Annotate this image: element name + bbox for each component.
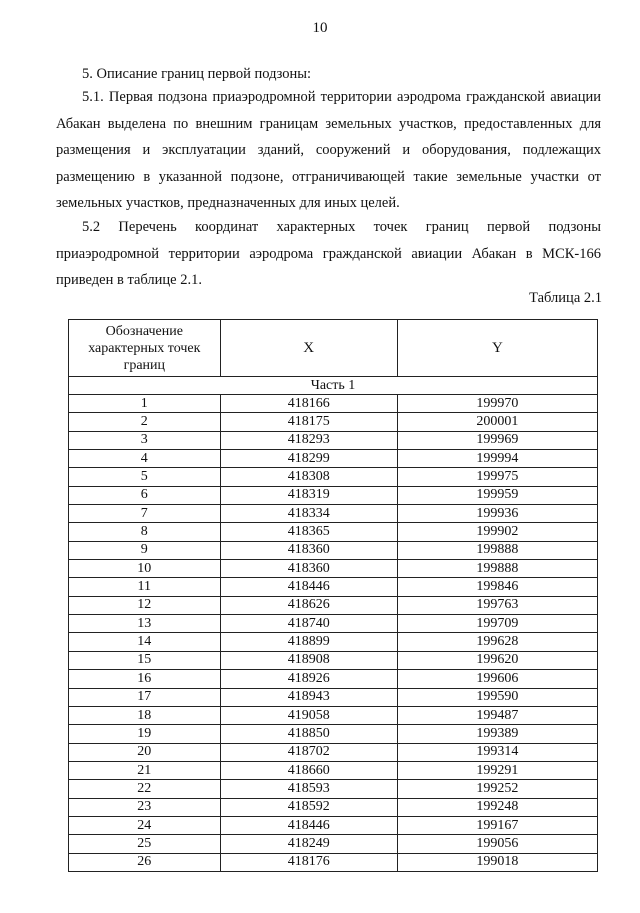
cell-point-id: 7 xyxy=(69,505,221,523)
cell-y: 199620 xyxy=(397,651,597,669)
cell-x: 418334 xyxy=(220,505,397,523)
table-row xyxy=(69,450,598,468)
cell-y: 199969 xyxy=(397,431,597,449)
cell-point-id: 14 xyxy=(69,633,221,651)
cell-x: 418908 xyxy=(220,651,397,669)
cell-x: 418592 xyxy=(220,798,397,816)
paragraph-5-2: 5.2 Перечень координат характерных точек границ первой подзоны приаэродромной территории аэродрома гражданской авиации Абакан в МСК-166 приведен в таблице 2.1. xyxy=(56,219,601,288)
cell-point-id: 15 xyxy=(69,651,221,669)
table-row xyxy=(69,780,598,798)
cell-point-id: 18 xyxy=(69,706,221,724)
cell-y: 199606 xyxy=(397,670,597,688)
cell-point-id: 25 xyxy=(69,835,221,853)
cell-point-id: 20 xyxy=(69,743,221,761)
table-row xyxy=(69,468,598,486)
cell-point-id: 19 xyxy=(69,725,221,743)
table-row xyxy=(69,670,598,688)
cell-y: 200001 xyxy=(397,413,597,431)
cell-y: 199487 xyxy=(397,706,597,724)
cell-x: 418850 xyxy=(220,725,397,743)
table-row xyxy=(69,578,598,596)
cell-y: 199709 xyxy=(397,615,597,633)
cell-point-id: 24 xyxy=(69,816,221,834)
table-row xyxy=(69,541,598,559)
cell-x: 418593 xyxy=(220,780,397,798)
table-body xyxy=(69,377,598,872)
cell-y: 199959 xyxy=(397,486,597,504)
paragraph-5-1: 5.1. Первая подзона приаэродромной территории аэродрома гражданской авиации Абакан выделена по внешним границам земельных участков, предоставленных для размещения и эксплуатации зданий, сооружений и оборудования, подлежащих размещению в указанной подзоне, отграничивающей такие земельные участки от земельных участков, предназначенных для иных целей. xyxy=(56,89,601,211)
cell-point-id: 22 xyxy=(69,780,221,798)
cell-point-id: 2 xyxy=(69,413,221,431)
cell-y: 199389 xyxy=(397,725,597,743)
cell-point-id: 5 xyxy=(69,468,221,486)
cell-point-id: 1 xyxy=(69,395,221,413)
table-row xyxy=(69,615,598,633)
cell-point-id: 3 xyxy=(69,431,221,449)
cell-y: 199590 xyxy=(397,688,597,706)
cell-point-id: 23 xyxy=(69,798,221,816)
table-row xyxy=(69,523,598,541)
cell-y: 199314 xyxy=(397,743,597,761)
cell-point-id: 13 xyxy=(69,615,221,633)
table-row xyxy=(69,743,598,761)
cell-point-id: 9 xyxy=(69,541,221,559)
table-row xyxy=(69,651,598,669)
header-y: Y xyxy=(397,320,597,377)
cell-x: 418365 xyxy=(220,523,397,541)
cell-x: 418943 xyxy=(220,688,397,706)
cell-y: 199018 xyxy=(397,853,597,871)
cell-y: 199970 xyxy=(397,395,597,413)
cell-x: 418166 xyxy=(220,395,397,413)
section-label: Часть 1 xyxy=(69,377,598,395)
cell-point-id: 8 xyxy=(69,523,221,541)
cell-x: 418446 xyxy=(220,816,397,834)
cell-x: 418175 xyxy=(220,413,397,431)
table-row xyxy=(69,395,598,413)
table-row xyxy=(69,816,598,834)
table-row xyxy=(69,431,598,449)
cell-y: 199763 xyxy=(397,596,597,614)
cell-point-id: 6 xyxy=(69,486,221,504)
table-row xyxy=(69,798,598,816)
cell-x: 418308 xyxy=(220,468,397,486)
cell-y: 199628 xyxy=(397,633,597,651)
cell-x: 418360 xyxy=(220,541,397,559)
table-row xyxy=(69,853,598,871)
cell-x: 418660 xyxy=(220,761,397,779)
cell-point-id: 21 xyxy=(69,761,221,779)
cell-point-id: 26 xyxy=(69,853,221,871)
cell-x: 418702 xyxy=(220,743,397,761)
table-row xyxy=(69,486,598,504)
cell-x: 418360 xyxy=(220,560,397,578)
cell-x: 418249 xyxy=(220,835,397,853)
page-number: 10 xyxy=(312,20,328,36)
cell-y: 199936 xyxy=(397,505,597,523)
cell-point-id: 12 xyxy=(69,596,221,614)
cell-y: 199056 xyxy=(397,835,597,853)
cell-y: 199888 xyxy=(397,560,597,578)
cell-x: 418626 xyxy=(220,596,397,614)
cell-point-id: 11 xyxy=(69,578,221,596)
cell-point-id: 4 xyxy=(69,450,221,468)
table-row xyxy=(69,505,598,523)
header-point-id: Обозначение характерных точек границ xyxy=(69,320,221,377)
header-x: X xyxy=(220,320,397,377)
cell-x: 419058 xyxy=(220,706,397,724)
cell-x: 418740 xyxy=(220,615,397,633)
cell-x: 418899 xyxy=(220,633,397,651)
cell-y: 199167 xyxy=(397,816,597,834)
table-row xyxy=(69,725,598,743)
section-heading: 5. Описание границ первой подзоны: xyxy=(82,66,312,82)
cell-x: 418319 xyxy=(220,486,397,504)
table-row xyxy=(69,413,598,431)
cell-x: 418299 xyxy=(220,450,397,468)
cell-y: 199248 xyxy=(397,798,597,816)
table-row xyxy=(69,835,598,853)
table-caption: Таблица 2.1 xyxy=(529,290,602,306)
cell-y: 199888 xyxy=(397,541,597,559)
table-row xyxy=(69,560,598,578)
cell-y: 199252 xyxy=(397,780,597,798)
cell-point-id: 10 xyxy=(69,560,221,578)
table-row xyxy=(69,761,598,779)
section-row xyxy=(69,377,598,395)
cell-x: 418926 xyxy=(220,670,397,688)
cell-y: 199902 xyxy=(397,523,597,541)
cell-x: 418176 xyxy=(220,853,397,871)
cell-point-id: 17 xyxy=(69,688,221,706)
table-row xyxy=(69,633,598,651)
cell-x: 418293 xyxy=(220,431,397,449)
cell-y: 199975 xyxy=(397,468,597,486)
table-header-row xyxy=(69,320,598,377)
cell-y: 199291 xyxy=(397,761,597,779)
cell-y: 199846 xyxy=(397,578,597,596)
table-row xyxy=(69,596,598,614)
cell-point-id: 16 xyxy=(69,670,221,688)
cell-x: 418446 xyxy=(220,578,397,596)
table-row xyxy=(69,706,598,724)
cell-y: 199994 xyxy=(397,450,597,468)
table-row xyxy=(69,688,598,706)
coordinates-table xyxy=(68,319,598,872)
